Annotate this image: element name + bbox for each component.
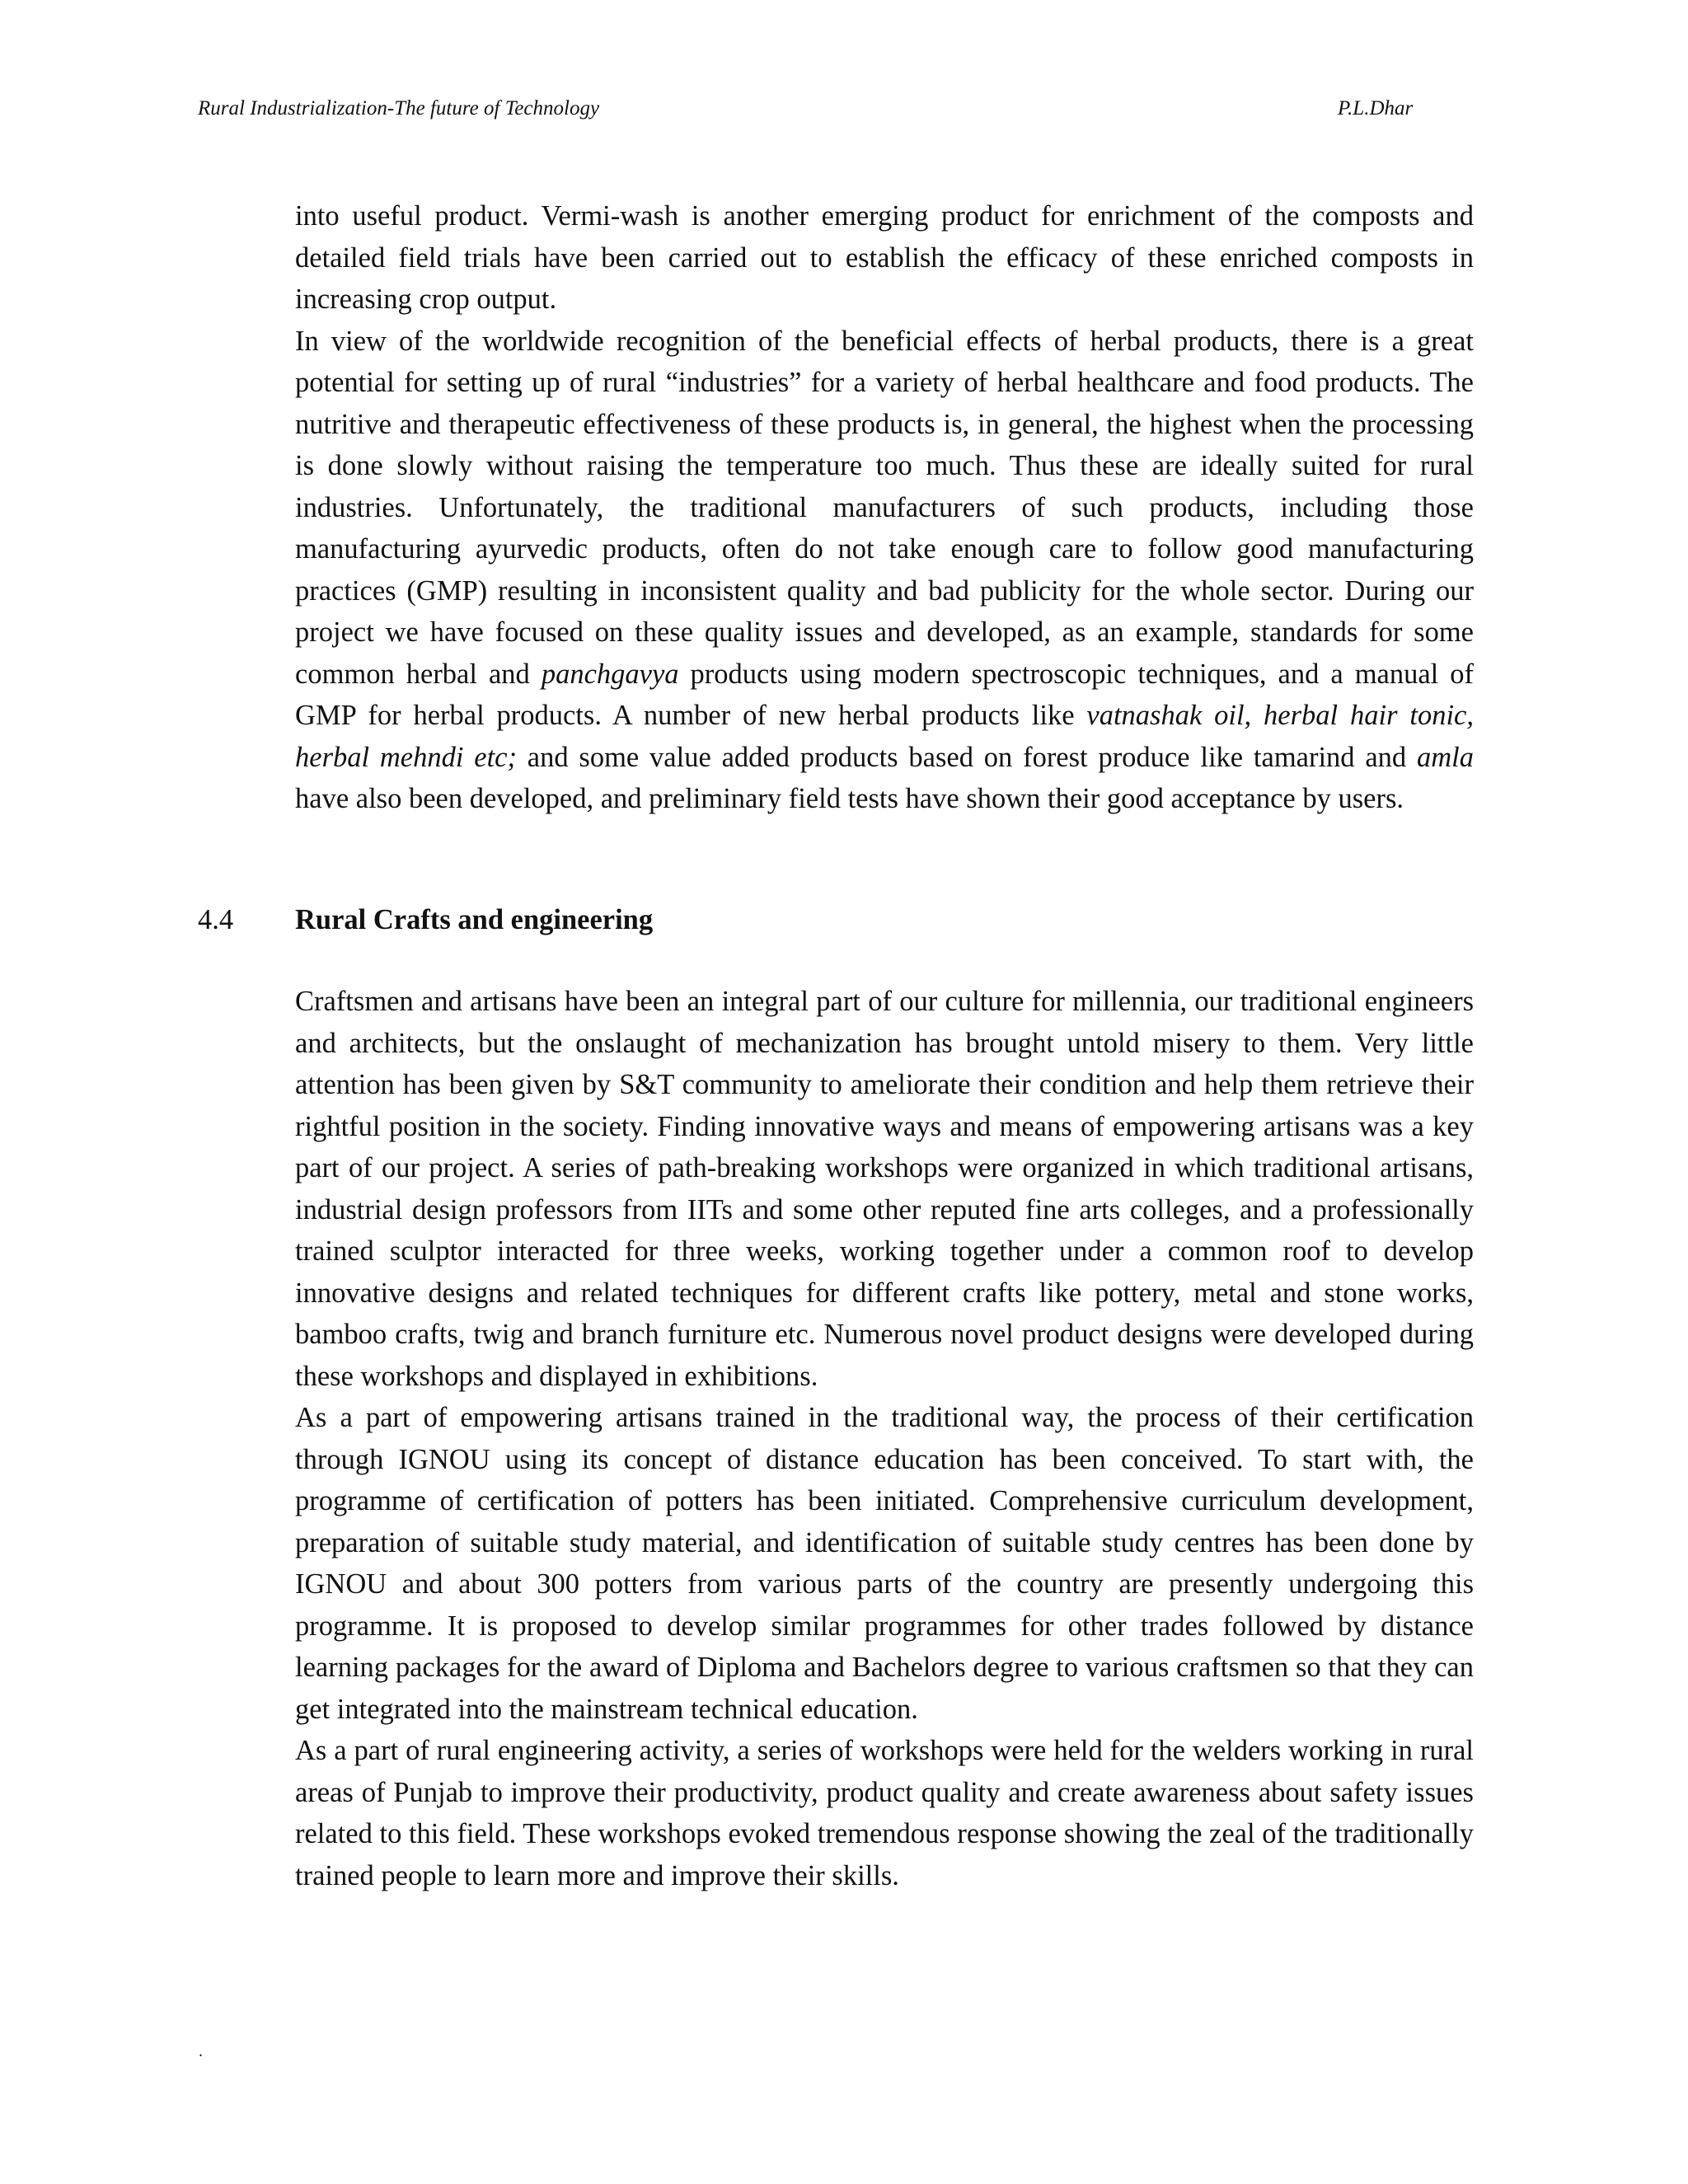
italic-text: vatnashak oil, herbal hair tonic, herbal mehndi etc; <box>295 700 1474 773</box>
footer-mark: . <box>199 2042 203 2060</box>
italic-text: amla <box>1417 741 1474 773</box>
paragraph <box>295 1397 1474 1730</box>
text-run: Craftsmen and artisans have been an integral part of our culture for millennia, our traditional engineers and architects, but the onslaught of mechanization has brought untold misery to them. Very little attention has been given by S&T community to ameliorate their condition and help them retrieve their rightful position in the society. Finding innovative ways and means of empowering artisans was a key part of our project. A series of path-breaking workshops were organized in which traditional artisans, industrial design professors from IITs and some other reputed fine arts colleges, and a professionally trained sculptor interacted for three weeks, working together under a common roof to develop innovative designs and related techniques for different crafts like pottery, metal and stone works, bamboo crafts, twig and branch furniture etc. Numerous novel product designs were developed during these workshops and displayed in exhibitions. <box>295 986 1474 1392</box>
italic-text: panchgavya <box>541 658 679 690</box>
section-number: 4.4 <box>198 904 234 935</box>
running-header <box>198 97 1426 130</box>
text-run: As a part of empowering artisans trained in the traditional way, the process of their certification through IGNOU using its concept of distance education has been conceived. To start with, the programme of certification of potters has been initiated. Comprehensive curriculum development, preparation of suitable study material, and identification of suitable study centres has been done by IGNOU and about 300 potters from various parts of the country are presently undergoing this programme. It is proposed to develop similar programmes for other trades followed by distance learning packages for the award of Diploma and Bachelors degree to various craftsmen so that they can get integrated into the mainstream technical education. <box>295 1402 1474 1725</box>
body-text-bottom <box>295 981 1474 1896</box>
paragraph <box>295 1730 1474 1896</box>
paragraph <box>295 321 1474 820</box>
text-run: In view of the worldwide recognition of the beneficial effects of herbal products, there is a great potential for setting up of rural “industries” for a variety of herbal healthcare and food products. The nutritive and therapeutic effectiveness of these products is, in general, the highest when the processing is done slowly without raising the temperature too much. Thus these are ideally suited for rural industries. Unfortunately, the traditional manufacturers of such products, including those manufacturing ayurvedic products, often do not take enough care to follow good manufacturing practices (GMP) resulting in inconsistent quality and bad publicity for the whole sector. During our project we have focused on these quality issues and developed, as an example, standards for some common herbal and <box>295 325 1474 690</box>
body-text-top <box>295 195 1474 820</box>
section-title: Rural Crafts and engineering <box>295 904 654 935</box>
text-run: and some value added products based on forest produce like tamarind and <box>516 741 1417 773</box>
header-author: P.L.Dhar <box>1338 97 1414 120</box>
text-run: products using modern spectroscopic techniques, and a manual of GMP for herbal products. A number of new herbal products like <box>295 658 1474 731</box>
header-title: Rural Industrialization-The future of Technology <box>198 97 600 120</box>
paragraph <box>295 981 1474 1397</box>
text-run: As a part of rural engineering activity, a series of workshops were held for the welders working in rural areas of Punjab to improve their productivity, product quality and create awareness about safety issues related to this field. These workshops evoked tremendous response showing the zeal of the traditionally trained people to learn more and improve their skills. <box>295 1735 1474 1891</box>
text-run: into useful product. Vermi-wash is another emerging product for enrichment of the composts and detailed field trials have been carried out to establish the efficacy of these enriched composts in increasing crop output. <box>295 200 1474 315</box>
paragraph <box>295 195 1474 321</box>
text-run: have also been developed, and preliminary field tests have shown their good acceptance by users. <box>295 783 1404 814</box>
